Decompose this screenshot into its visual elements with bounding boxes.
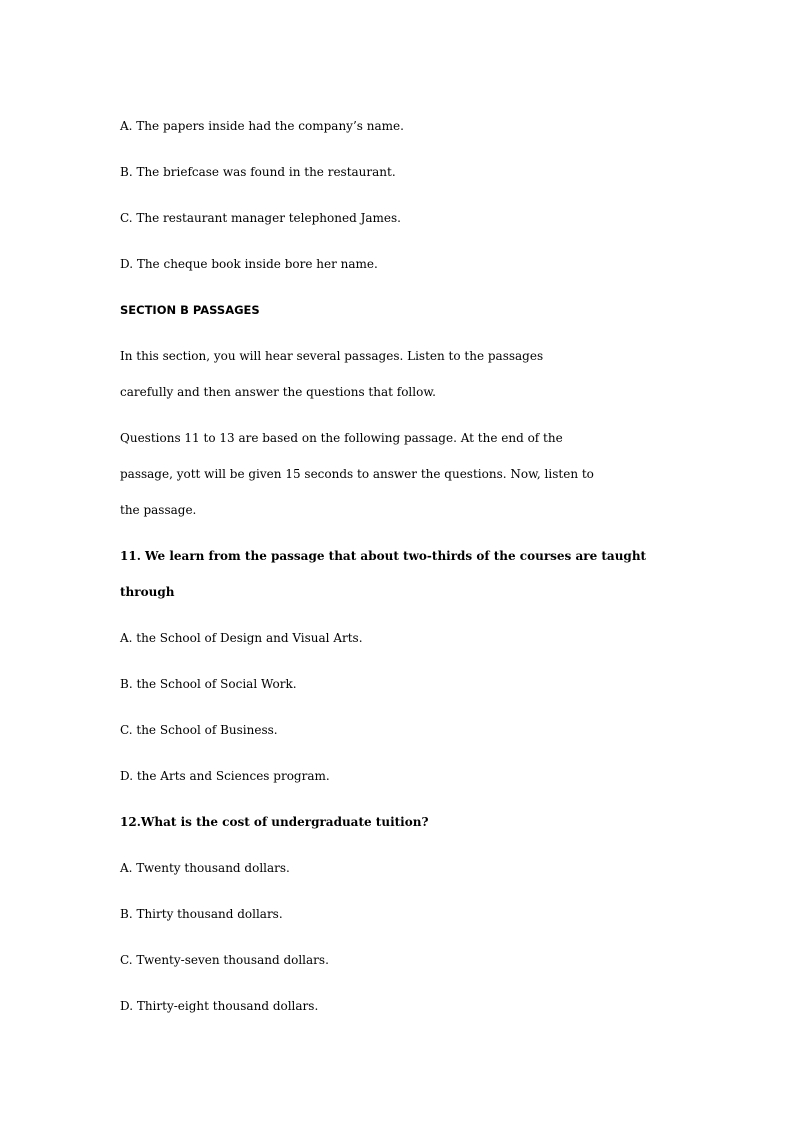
q11-stem-line-2: through [120, 585, 175, 599]
q12-option-c: C. Twenty-seven thousand dollars. [120, 953, 329, 967]
q10-option-d: D. The cheque book inside bore her name. [120, 257, 378, 271]
q12-option-b: B. Thirty thousand dollars. [120, 907, 283, 921]
q12-option-d: D. Thirty-eight thousand dollars. [120, 999, 319, 1013]
q10-option-c: C. The restaurant manager telephoned James. [120, 211, 401, 225]
q11-option-a: A. the School of Design and Visual Arts. [120, 631, 363, 645]
section-b-intro-line-2: carefully and then answer the questions that follow. [120, 385, 436, 399]
passage-note-line-1: Questions 11 to 13 are based on the following passage. At the end of the [120, 431, 563, 445]
passage-note-line-2: passage, yott will be given 15 seconds to answer the questions. Now, listen to [120, 467, 594, 481]
q11-stem-line-1: 11. We learn from the passage that about two-thirds of the courses are taught [120, 549, 647, 563]
q11-option-c: C. the School of Business. [120, 723, 278, 737]
q10-option-b: B. The briefcase was found in the restaurant. [120, 165, 396, 179]
section-b-title: SECTION B PASSAGES [120, 303, 260, 317]
q11-option-b: B. the School of Social Work. [120, 677, 297, 691]
q11-option-d: D. the Arts and Sciences program. [120, 769, 330, 783]
q12-stem: 12.What is the cost of undergraduate tuition? [120, 815, 429, 829]
q10-option-a: A. The papers inside had the company’s name. [120, 119, 404, 133]
passage-note-line-3: the passage. [120, 503, 197, 517]
q12-option-a: A. Twenty thousand dollars. [120, 861, 290, 875]
section-b-intro-line-1: In this section, you will hear several passages. Listen to the passages [120, 349, 544, 363]
